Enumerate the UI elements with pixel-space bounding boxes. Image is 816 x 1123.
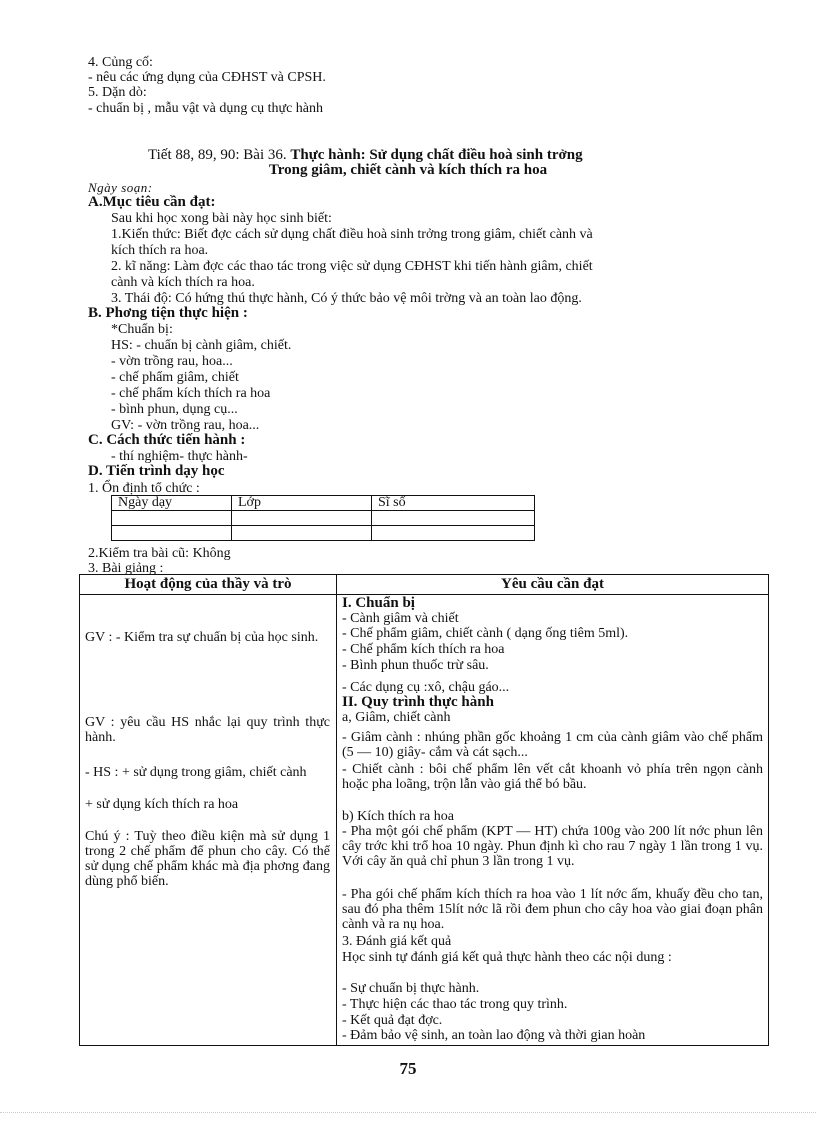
student-activity-1: - HS : + sử dụng trong giâm, chiết cành [85,765,307,780]
lesson-title-2: Trong giâm, chiết cành và kích thích ra hoa [268,162,548,178]
step-2-label: 2.Kiểm tra bài cũ: Không [88,546,231,561]
section-a-line: Sau khi học xong bài này học sinh biết: [111,211,332,226]
attendance-cell [232,511,372,526]
procedure-flowering-1: - Pha một gói chế phẩm (KPT — HT) chứa 100g vào 200 lít nớc phun lên cây trớc khi trổ hoa 10 ngày. Phun định kì cho rau 7 ngày 1 lần trong 1 vụ. Với cây ăn quả chỉ phun 3 lần trong 1 vụ. [342,824,763,869]
prep-item: - Chế phẩm kích thích ra hoa [342,642,505,657]
lesson-prefix: Tiết 88, 89, 90: Bài 36. [148,147,287,163]
section-b-line: - vờn trồng rau, hoa... [111,354,233,369]
section-b-heading: B. Phơng tiện thực hiện : [88,305,248,321]
section-b-line: - chế phẩm kích thích ra hoa [111,386,271,401]
section-b-line: - bình phun, dụng cụ... [111,402,238,417]
attendance-cell [112,511,232,526]
section-a-line: 3. Thái độ: Có hứng thú thực hành, Có ý thức bảo vệ môi trờng và an toàn lao động. [111,291,582,306]
prep-item: - Các dụng cụ :xô, chậu gáo... [342,680,510,695]
lesson-title-1: Thực hành: Sử dụng chất điều hoà sinh trởng [290,147,583,163]
section-a-line: 1.Kiến thức: Biết đợc cách sử dụng chất điều hoà sinh trởng trong giâm, chiết cành và [111,227,593,242]
section-a-line: 2. kĩ năng: Làm đợc các thao tác trong việc sử dụng CĐHST khi tiến hành giâm, chiết [111,259,593,274]
procedure-flowering-2: - Pha gói chế phẩm kích thích ra hoa vào 1 lít nớc ấm, khuấy đều cho tan, sau đó pha thêm 15lít nớc lã rồi đem phun cho cây hoa vào giai đoạn phân cành và ra nụ hoa. [342,887,763,932]
section-c-heading: C. Cách thức tiến hành : [88,432,246,448]
procedure-layering: - Chiết cành : bôi chế phẩm lên vết cắt khoanh vỏ phía trên ngọn cành hoặc pha loãng, trộn lẫn vào giá thể bó bầu. [342,762,763,792]
attendance-cell [232,526,372,541]
evaluation-item: - Kết quả đạt đợc. [342,1013,443,1028]
student-activity-2: + sử dụng kích thích ra hoa [85,797,239,812]
attendance-header-class: Lớp [232,496,372,511]
section-a-line: cành và kích thích ra hoa. [111,275,255,290]
date-label: Ngày soạn: [88,180,153,195]
attendance-header-count: Sĩ số [372,496,535,511]
prep-item: - Chế phẩm giâm, chiết cành ( dạng ống tiêm 5ml). [342,626,629,641]
procedure-heading: II. Quy trình thực hành [342,694,494,710]
evaluation-heading: 3. Đánh giá kết quả [342,934,452,949]
page-bottom-rule [0,1112,816,1113]
section-a-line: kích thích ra hoa. [111,243,209,258]
section-b-line: HS: - chuẩn bị cành giâm, chiết. [111,338,292,353]
evaluation-item: - Đảm bảo vệ sinh, an toàn lao động và thời gian hoàn [342,1028,646,1043]
note-paragraph: Chú ý : Tuỳ theo điều kiện mà sử dụng 1 trong 2 chế phẩm để phun cho cây. Có thể sử dụng chế phẩm khác mà địa phơng đang dùng phổ biến. [85,829,330,889]
evaluation-intro: Học sinh tự đánh giá kết quả thực hành theo các nội dung : [342,950,672,965]
attendance-header-date: Ngày dạy [112,496,232,511]
section-c-line: - thí nghiệm- thực hành- [111,449,248,464]
section-a-heading: A.Mục tiêu cần đạt: [88,194,216,210]
left-column-header: Hoạt động của thầy và trò [80,575,336,595]
right-column-header: Yêu cầu cần đạt [337,575,768,595]
page-number: 75 [399,1059,417,1078]
attendance-table [111,495,535,541]
procedure-sub-a: a, Giâm, chiết cành [342,710,451,725]
evaluation-item: - Sự chuẩn bị thực hành. [342,981,480,996]
attendance-cell [112,526,232,541]
step-1-label: 1. Ổn định tổ chức : [88,481,200,496]
section-b-line: GV: - vờn trồng rau, hoa... [111,418,260,433]
intro-line-1: 4. Củng cố: [88,55,153,70]
column-divider [336,575,337,1045]
prep-item: - Cành giâm và chiết [342,611,459,626]
section-d-heading: D. Tiến trình dạy học [88,463,225,479]
attendance-cell [372,526,535,541]
intro-line-3: 5. Dặn dò: [88,85,147,100]
section-b-line: - chế phẩm giâm, chiết [111,370,239,385]
prep-heading: I. Chuẩn bị [342,595,415,611]
evaluation-item: - Thực hiện các thao tác trong quy trình. [342,997,568,1012]
section-b-line: *Chuẩn bị: [111,322,173,337]
procedure-sub-b: b) Kích thích ra hoa [342,809,454,824]
intro-line-2: - nêu các ứng dụng của CĐHST và CPSH. [88,70,326,85]
lesson-heading [148,148,583,163]
procedure-cutting: - Giâm cành : nhúng phần gốc khoảng 1 cm của cành giâm vào chế phẩm (5 — 10) giây- cắm và cát sạch... [342,730,763,760]
teacher-activity-1: GV : - Kiểm tra sự chuẩn bị của học sinh. [85,630,319,645]
intro-line-4: - chuẩn bị , mẫu vật và dụng cụ thực hành [88,101,324,116]
prep-item: - Bình phun thuốc trừ sâu. [342,658,489,673]
lesson-activity-table [79,574,769,1046]
step-3-label: 3. Bài giảng : [88,561,164,576]
attendance-cell [372,511,535,526]
teacher-activity-2: GV : yêu cầu HS nhắc lại quy trình thực hành. [85,715,330,745]
